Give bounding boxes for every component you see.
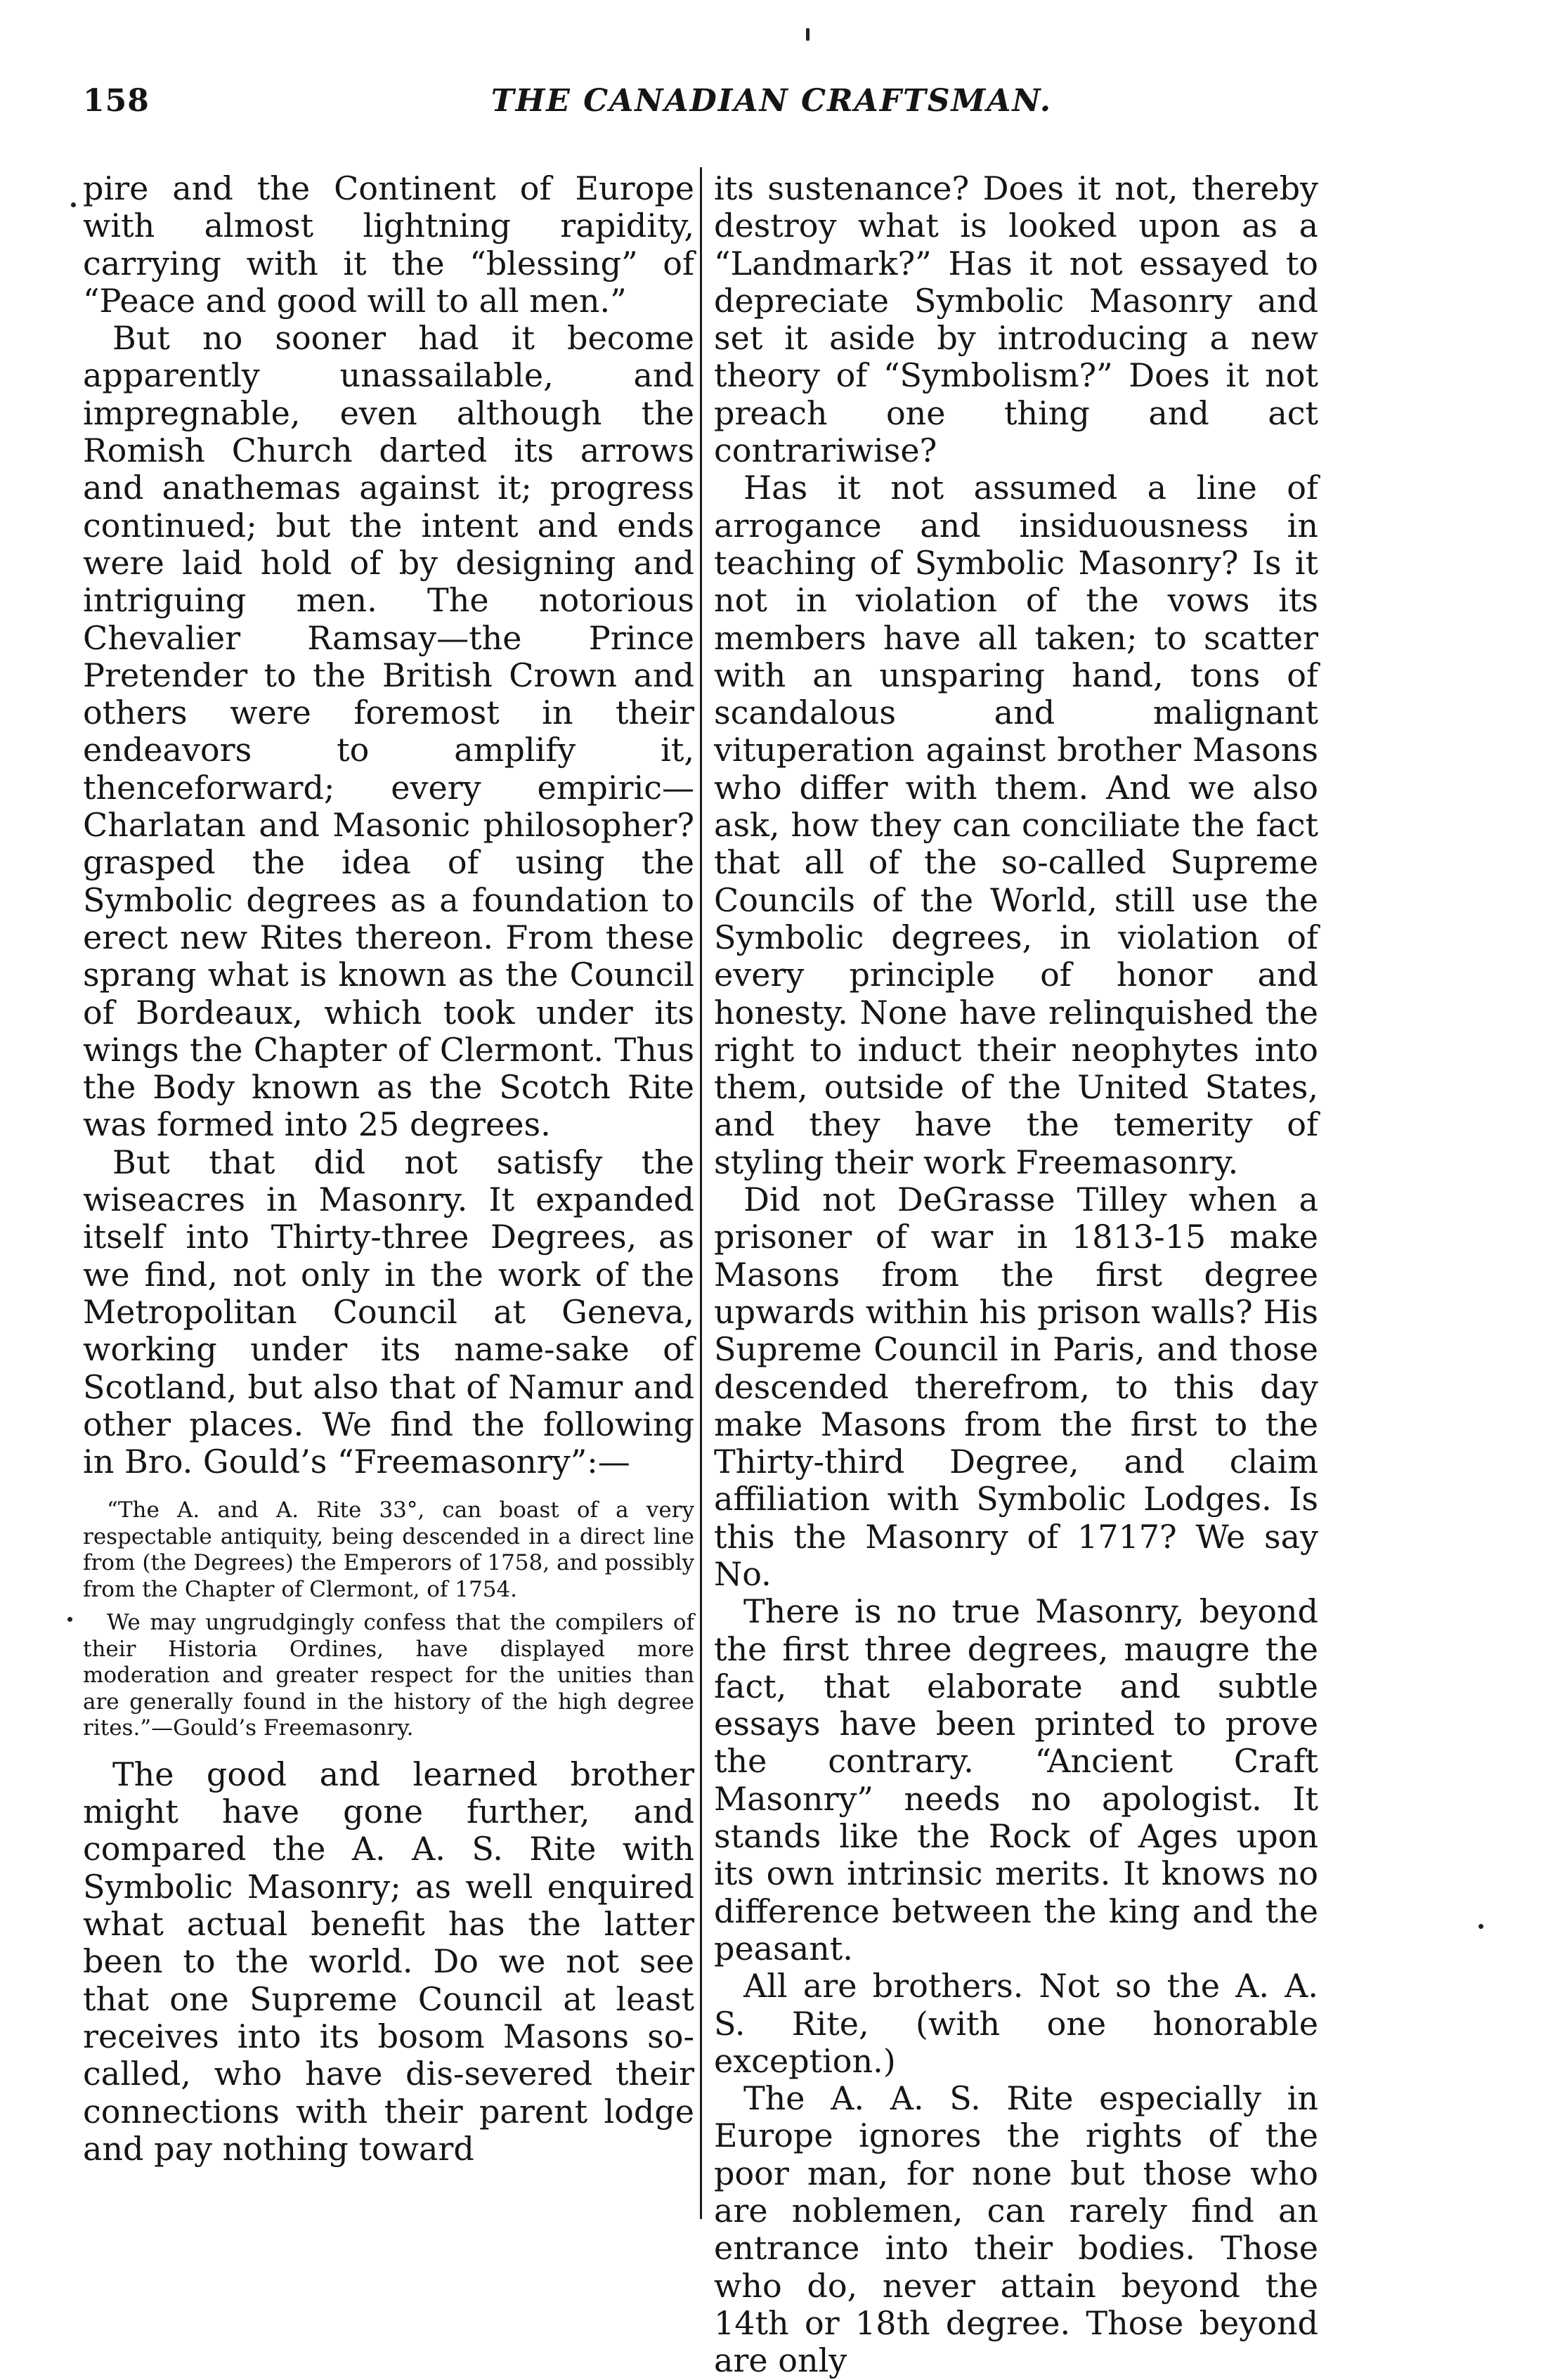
- right-paragraph-3: Did not DeGrasse Tilley when a prisoner of war in 1813-15 make Masons from the first degree upwards within his prison walls? His Supreme Council in Paris, and those descended therefrom, to this day make Masons from the first to the Thirty-third Degree, and claim affiliation with Symbolic Lodges. Is this the Masonry of 1717? We say No.: [714, 1181, 1318, 1593]
- right-paragraph-6: The A. A. S. Rite especially in Europe ignores the rights of the poor man, for none but those who are noblemen, can rarely find an entrance into their bodies. Those who do, never attain beyond the 14th or 18th degree. Those beyond are only: [714, 2079, 1318, 2380]
- right-paragraph-4: There is no true Masonry, beyond the first three degrees, maugre the fact, that elaborate and subtle essays have been printed to prove the contrary. “Ancient Craft Masonry” needs no apologist. It stands like the Rock of Ages upon its own intrinsic merits. It knows no difference between the king and the peasant.: [714, 1592, 1318, 1968]
- column-divider: [700, 167, 702, 2219]
- gould-quote-1: “The A. and A. Rite 33°, can boast of a very respectable antiquity, being descended in a direct line from (the Degrees) the Emperors of 1758, and possibly from the Chapter of Clermont, of 1754.: [83, 1497, 694, 1602]
- margin-mark: [1478, 1924, 1483, 1929]
- right-paragraph-1: its sustenance? Does it not, thereby destroy what is looked upon as a “Landmark?” Has it not essayed to depreciate Symbolic Masonry and set it aside by introducing a new theory of “Symbolism?” Does it not preach one thing and act contrariwise?: [714, 169, 1318, 470]
- left-paragraph-2: But no sooner had it become apparently unassailable, and impregnable, even although the Romish Church darted its arrows and anathemas against it; progress continued; but the intent and ends were laid hold of by designing and intriguing men. The notorious Chevalier Ramsay—the Prince Pretender to the British Crown and others were foremost in their endeavors to amplify it, thenceforward; every empiric—Charlatan and Masonic philosopher? grasped the idea of using the Symbolic degrees as a foundation to erect new Rites thereon. From these sprang what is known as the Council of Bordeaux, which took under its wings the Chapter of Clermont. Thus the Body known as the Scotch Rite was formed into 25 degrees.: [83, 319, 694, 1144]
- page-number: 158: [83, 83, 150, 119]
- left-paragraph-1: pire and the Continent of Europe with almost lightning rapidity, carrying with it the “blessing” of “Peace and good will to all men.”: [83, 169, 694, 320]
- right-paragraph-5: All are brothers. Not so the A. A. S. Rite, (with one honorable exception.): [714, 1967, 1318, 2080]
- gould-quote-2: We may ungrudgingly confess that the compilers of their Historia Ordines, have displayed more moderation and greater respect for the unities than are generally found in the history of the high degree rites.”—Gould’s Freemasonry.: [83, 1610, 694, 1741]
- right-paragraph-2: Has it not assumed a line of arrogance and insiduousness in teaching of Symbolic Masonry? Is it not in violation of the vows its members have all taken; to scatter with an unsparing hand, tons of scandalous and malignant vituperation against brother Masons who differ with them. And we also ask, how they can conciliate the fact that all of the so-called Supreme Councils of the World, still use the Symbolic degrees, in violation of every principle of honor and honesty. None have relinquished the right to induct their neophytes into them, outside of the United States, and they have the temerity of styling their work Freemasonry.: [714, 469, 1318, 1181]
- left-paragraph-4: The good and learned brother might have gone further, and compared the A. A. S. Rite with Symbolic Masonry; as well enquired what actual benefit has the latter been to the world. Do we not see that one Supreme Council at least receives into its bosom Masons so-called, who have dis-severed their connections with their parent lodge and pay nothing toward: [83, 1755, 694, 2168]
- left-column: [83, 170, 694, 2222]
- page-header: [83, 83, 1460, 132]
- right-column: [714, 169, 1318, 2380]
- running-head: THE CANADIAN CRAFTSMAN.: [490, 83, 1053, 119]
- margin-mark: [67, 1617, 72, 1622]
- margin-mark: [71, 202, 76, 207]
- left-paragraph-3: But that did not satisfy the wiseacres in Masonry. It expanded itself into Thirty-three Degrees, as we find, not only in the work of the Metropolitan Council at Geneva, working under its name-sake of Scotland, but also that of Namur and other places. We find the following in Bro. Gould’s “Freemasonry”:—: [83, 1143, 694, 1481]
- top-margin-mark: [806, 28, 810, 41]
